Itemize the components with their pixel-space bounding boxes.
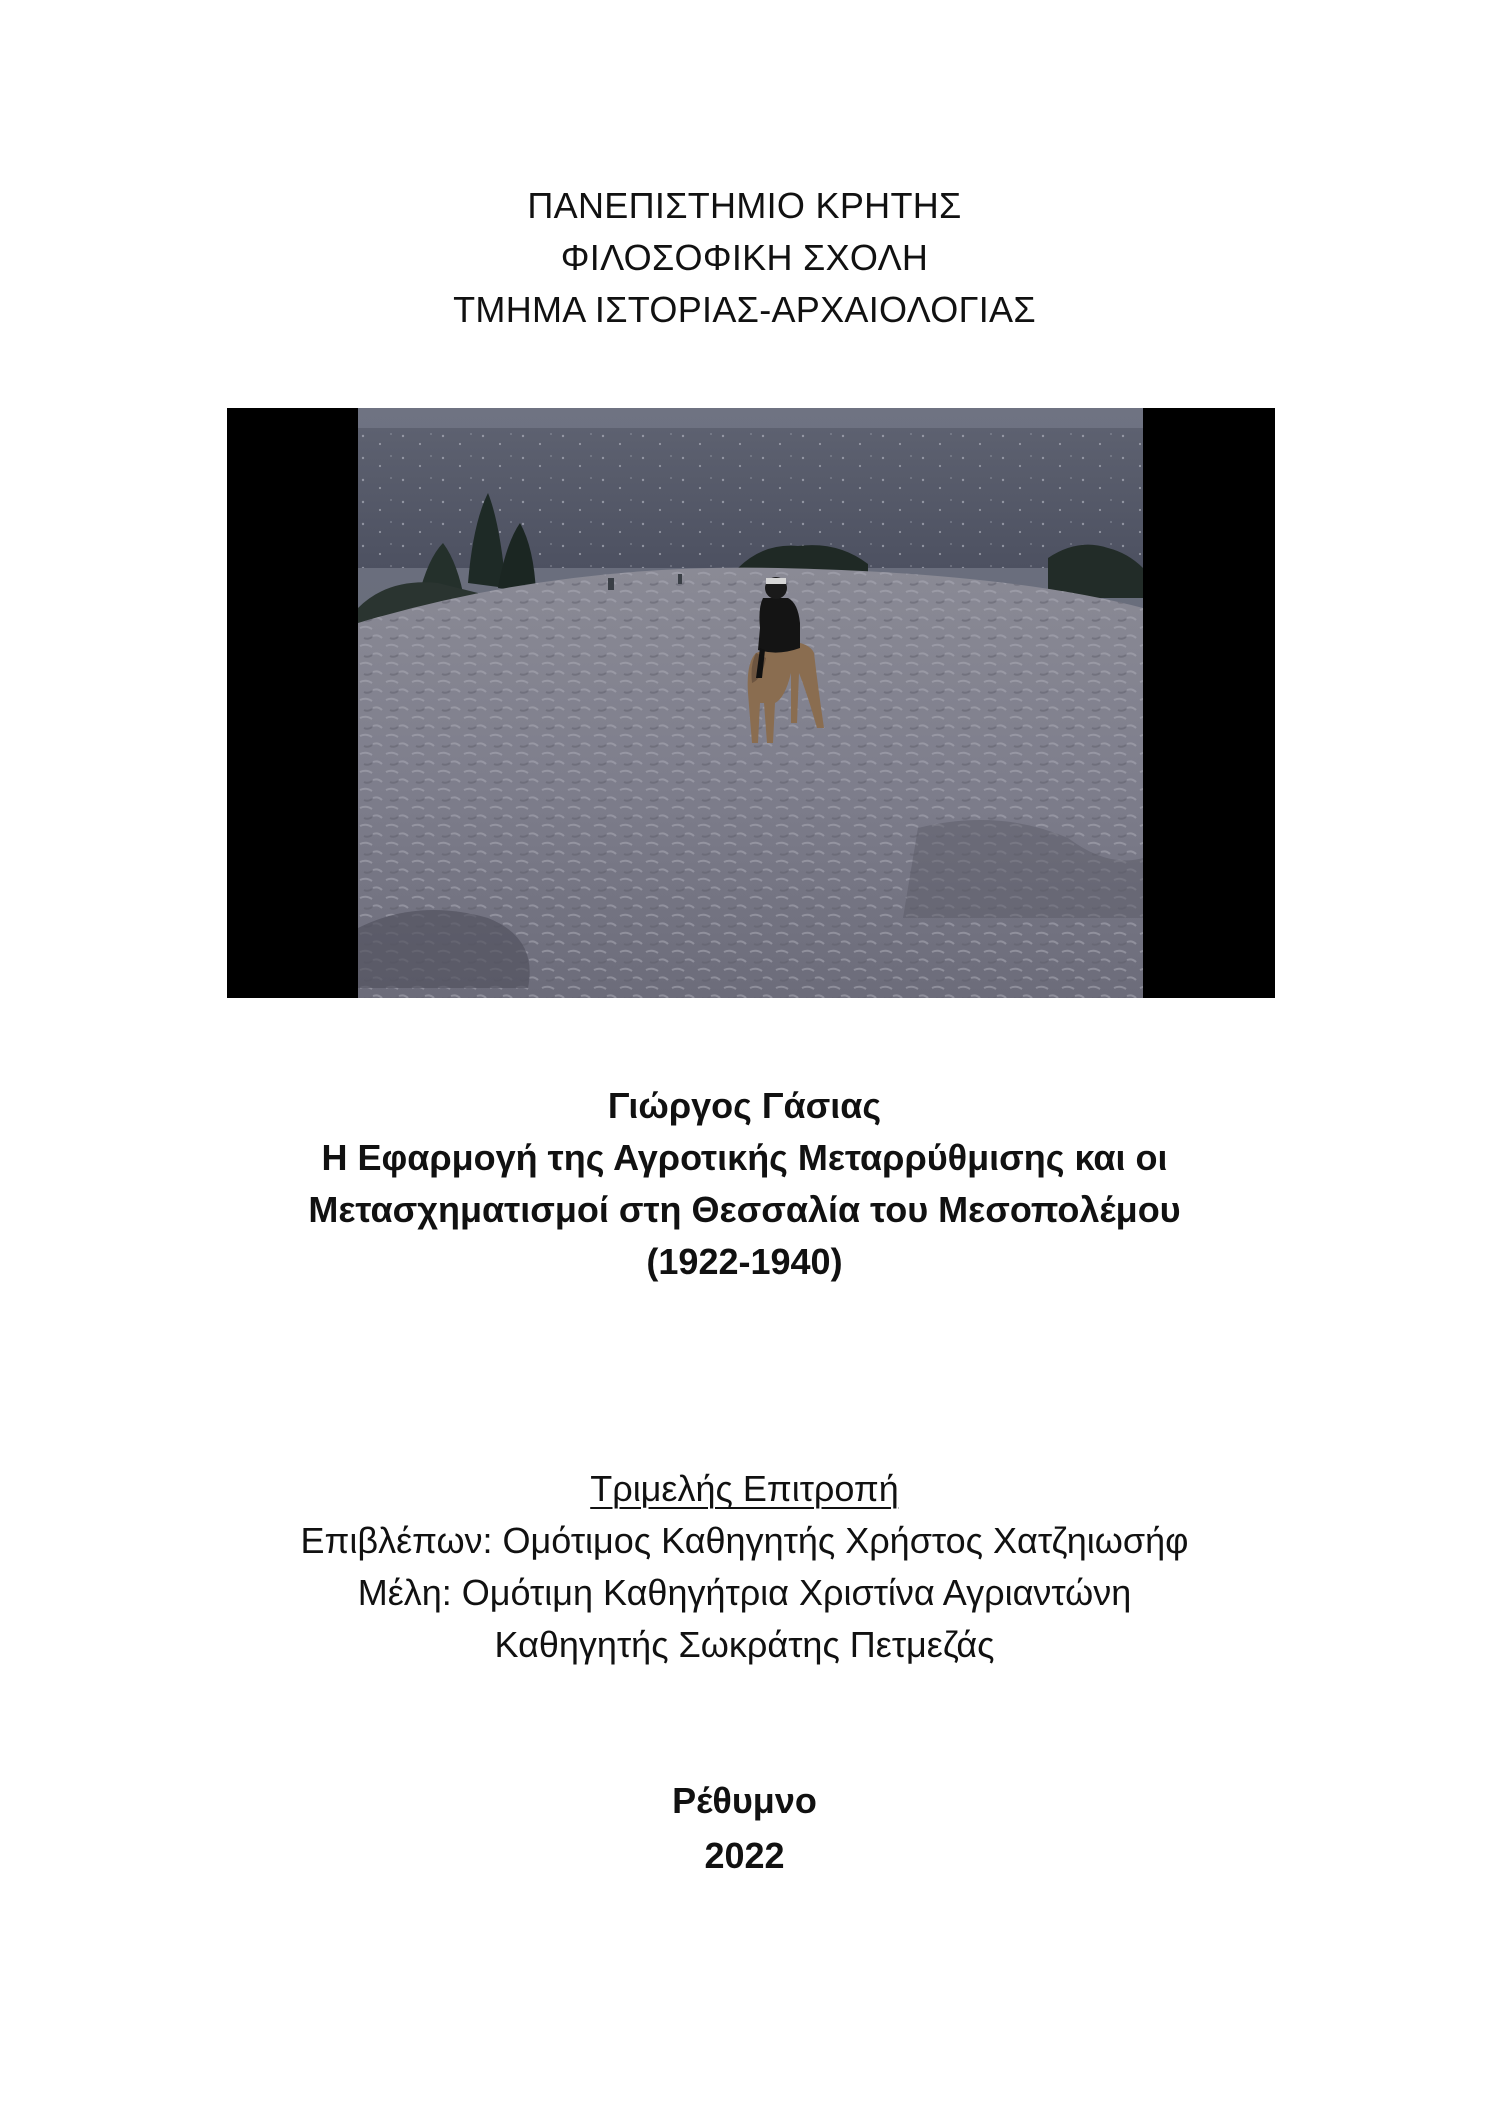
committee-heading: Τριμελής Επιτροπή — [590, 1468, 899, 1509]
thesis-title-line2: Μετασχηματισμοί στη Θεσσαλία του Μεσοπολέμου — [308, 1189, 1181, 1230]
city-name: Ρέθυμνο — [672, 1780, 817, 1821]
school-name: ΦΙΛΟΣΟΦΙΚΗ ΣΧΟΛΗ — [560, 237, 929, 278]
institution-header — [0, 180, 1489, 336]
department-name: ΤΜΗΜΑ ΙΣΤΟΡΙΑΣ-ΑΡΧΑΙΟΛΟΓΙΑΣ — [453, 289, 1036, 330]
committee-members: Μέλη: Ομότιμη Καθηγήτρια Χριστίνα Αγριαντώνη — [357, 1572, 1132, 1613]
committee-supervisor: Επιβλέπων: Ομότιμος Καθηγητής Χρήστος Χατζηιωσήφ — [300, 1520, 1189, 1561]
thesis-title-line1: Η Εφαρμογή της Αγροτικής Μεταρρύθμισης και οι — [321, 1137, 1168, 1178]
committee-member2: Καθηγητής Σωκράτης Πετμεζάς — [494, 1624, 995, 1665]
cover-photo — [227, 408, 1275, 998]
thesis-title-block — [0, 1080, 1489, 1288]
thesis-period: (1922-1940) — [646, 1241, 843, 1282]
footer-block — [0, 1773, 1489, 1883]
university-name: ΠΑΝΕΠΙΣΤΗΜΙΟ ΚΡΗΤΗΣ — [527, 185, 962, 226]
committee-block — [0, 1463, 1489, 1671]
author-name: Γιώργος Γάσιας — [607, 1085, 882, 1126]
year: 2022 — [704, 1835, 785, 1876]
horse-rider-photo-icon — [227, 408, 1275, 998]
